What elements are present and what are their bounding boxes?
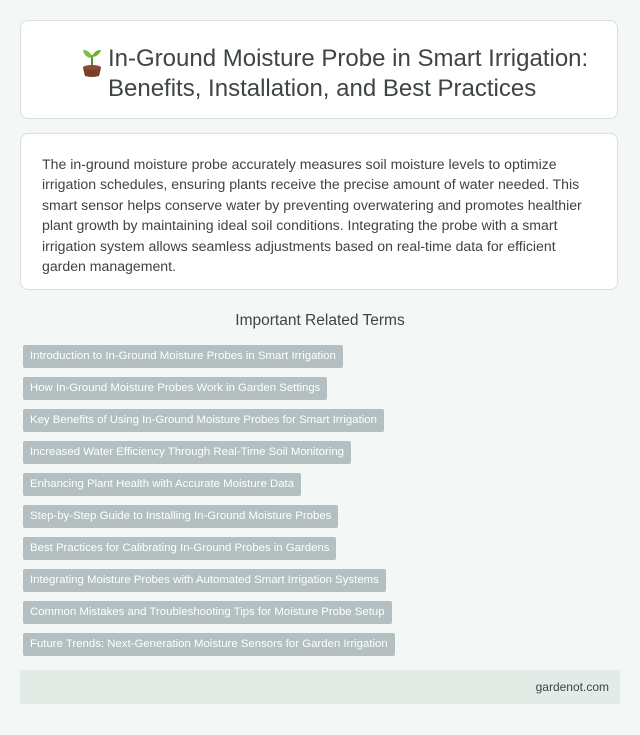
page-title: In-Ground Moisture Probe in Smart Irrigation: Benefits, Installation, and Best Practices bbox=[108, 45, 589, 102]
related-terms-list bbox=[23, 345, 623, 665]
related-term-link[interactable]: Enhancing Plant Health with Accurate Moisture Data bbox=[23, 473, 301, 496]
intro-paragraph: The in-ground moisture probe accurately measures soil moisture levels to optimize irrigation schedules, ensuring plants receive the precise amount of water needed. This smart sensor helps conserve water by preventing overwatering and promotes healthier plant growth by maintaining ideal soil conditions. Integrating the probe with a smart irrigation system allows seamless adjustments based on real-time data for efficient garden management. bbox=[42, 156, 582, 275]
seedling-icon bbox=[75, 45, 109, 79]
related-term-link[interactable]: Introduction to In-Ground Moisture Probes in Smart Irrigation bbox=[23, 345, 343, 368]
related-term-link[interactable]: Step-by-Step Guide to Installing In-Ground Moisture Probes bbox=[23, 505, 338, 528]
related-terms-heading: Important Related Terms bbox=[235, 312, 405, 329]
related-term-link[interactable]: Future Trends: Next-Generation Moisture Sensors for Garden Irrigation bbox=[23, 633, 395, 656]
related-term-link[interactable]: How In-Ground Moisture Probes Work in Garden Settings bbox=[23, 377, 327, 400]
related-term-link[interactable]: Increased Water Efficiency Through Real-Time Soil Monitoring bbox=[23, 441, 351, 464]
header-card bbox=[20, 20, 618, 119]
related-term-link[interactable]: Common Mistakes and Troubleshooting Tips for Moisture Probe Setup bbox=[23, 601, 392, 624]
related-term-link[interactable]: Integrating Moisture Probes with Automated Smart Irrigation Systems bbox=[23, 569, 386, 592]
footer bbox=[20, 670, 620, 704]
footer-site-link[interactable]: gardenot.com bbox=[535, 680, 609, 694]
intro-card bbox=[20, 133, 618, 290]
related-term-link[interactable]: Best Practices for Calibrating In-Ground Probes in Gardens bbox=[23, 537, 336, 560]
related-term-link[interactable]: Key Benefits of Using In-Ground Moisture Probes for Smart Irrigation bbox=[23, 409, 384, 432]
